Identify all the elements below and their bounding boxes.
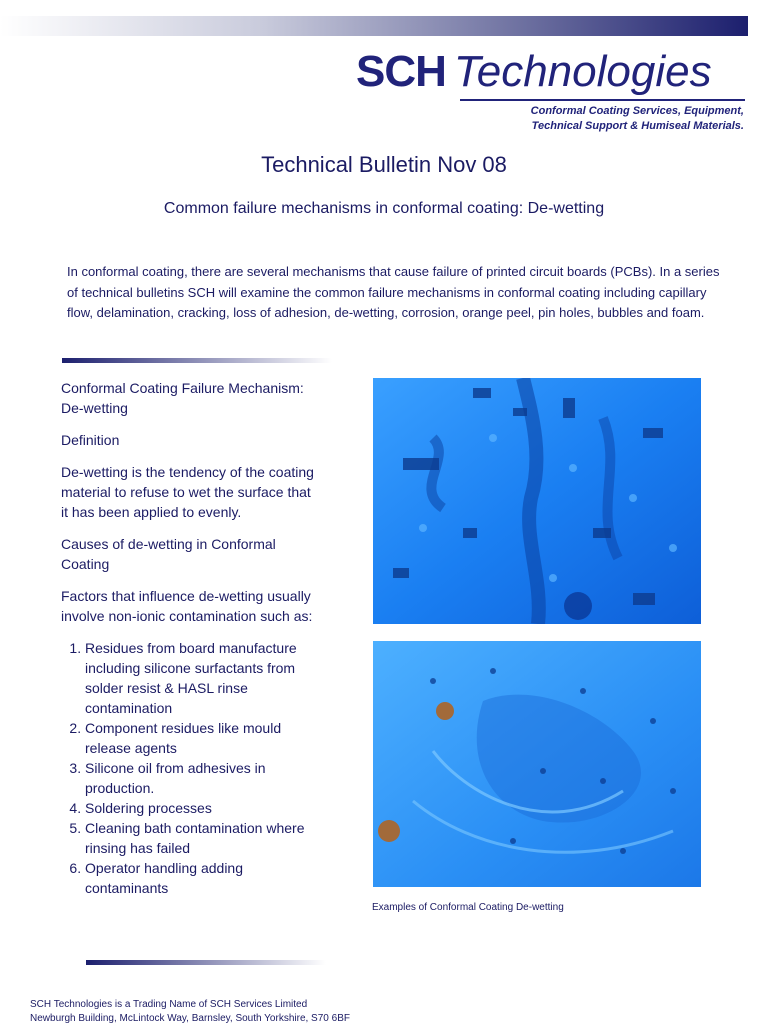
- list-item: 4. Soldering processes: [85, 798, 321, 818]
- list-item: 5. Cleaning bath contamination where rinsing has failed: [85, 818, 321, 858]
- list-item: 6. Operator handling adding contaminants: [85, 858, 321, 898]
- bulletin-subtitle: Common failure mechanisms in conformal coating: De-wetting: [163, 200, 605, 217]
- definition-text: De-wetting is the tendency of the coating material to refuse to wet the surface that it has been applied to evenly.: [61, 464, 314, 520]
- logo-name-italic: Technologies: [453, 47, 712, 96]
- footer-line2: Newburgh Building, McLintock Way, Barnsley, South Yorkshire, S70 6BF: [30, 1013, 350, 1024]
- pcb-photo-1: [373, 378, 701, 624]
- causes-heading: Causes of de-wetting in Conformal Coating: [61, 536, 276, 572]
- sch-logo: [356, 46, 750, 142]
- footer-line1: SCH Technologies is a Trading Name of SCH Services Limited: [30, 999, 308, 1010]
- section-heading: Conformal Coating Failure Mechanism: De-wetting: [61, 380, 304, 416]
- definition-heading: Definition: [61, 432, 120, 448]
- photo-caption: Examples of Conformal Coating De-wetting: [372, 902, 564, 913]
- footer: [30, 998, 530, 1026]
- causes-intro: Factors that influence de-wetting usually involve non-ionic contamination such as:: [61, 588, 313, 624]
- list-item: 3. Silicone oil from adhesives in production.: [85, 758, 321, 798]
- list-item: 2. Component residues like mould release agents: [85, 718, 321, 758]
- footer-divider: [86, 960, 326, 965]
- intro-paragraph: In conformal coating, there are several mechanisms that cause failure of printed circuit boards (PCBs). In a series of technical bulletins SCH will examine the common failure mechanisms in conformal coating including capillary flow, delamination, cracking, loss of adhesion, de-wetting, corrosion, orange peel, pin holes, bubbles and foam.: [67, 264, 720, 320]
- header-gradient-bar: [0, 16, 748, 36]
- logo-wordmark: [356, 46, 712, 98]
- logo-tagline-line2: Technical Support & Humiseal Materials.: [531, 120, 744, 132]
- pcb-photo-2: [373, 641, 701, 887]
- logo-tagline: [456, 104, 744, 134]
- logo-name-bold: SCH: [356, 47, 446, 96]
- logo-tagline-line1: Conformal Coating Services, Equipment,: [530, 105, 744, 117]
- bulletin-title: Technical Bulletin Nov 08: [261, 152, 507, 177]
- body-column: [61, 378, 321, 898]
- section-divider: [62, 358, 332, 363]
- causes-list: [61, 638, 321, 898]
- logo-underline: [460, 99, 745, 101]
- list-item: 1. Residues from board manufacture including silicone surfactants from solder resist & HASL rinse contamination: [85, 638, 321, 718]
